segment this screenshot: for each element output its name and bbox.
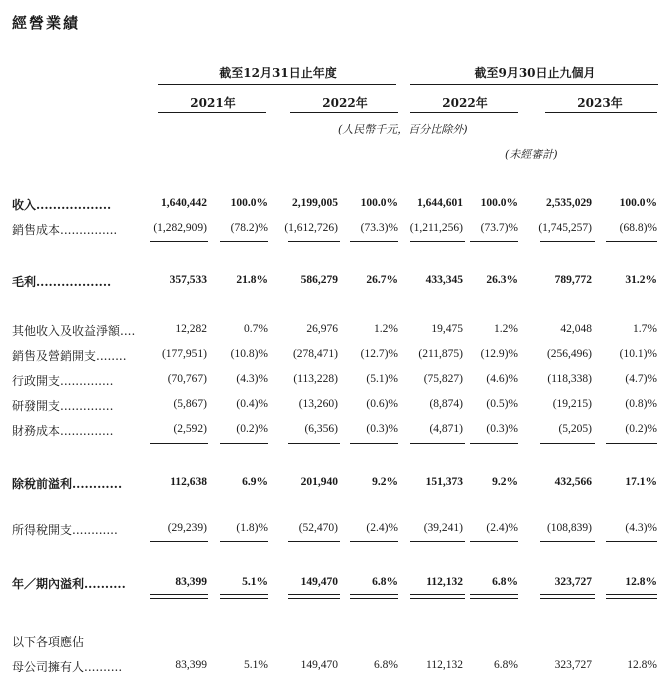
single-underline bbox=[606, 443, 657, 444]
row-label: 除稅前溢利............ bbox=[12, 477, 123, 491]
amount-cell: 112,132 bbox=[426, 576, 463, 588]
row-label: 毛利.................. bbox=[12, 275, 112, 289]
header-year-2023: 2023年 bbox=[577, 96, 623, 110]
amount-cell: (6,356) bbox=[304, 423, 338, 435]
single-underline bbox=[350, 541, 398, 542]
single-underline bbox=[410, 541, 465, 542]
header-year-2022: 2022年 bbox=[322, 96, 368, 110]
single-underline bbox=[410, 241, 465, 242]
double-underline bbox=[470, 594, 518, 599]
amount-cell: (5,205) bbox=[558, 423, 592, 435]
percent-cell: (4.7)% bbox=[625, 373, 657, 385]
percent-cell: 17.1% bbox=[625, 476, 657, 488]
header-year-2021: 2021年 bbox=[190, 96, 236, 110]
amount-cell: (52,470) bbox=[298, 522, 338, 534]
section-title: 經營業績 bbox=[12, 14, 81, 32]
amount-cell: 2,535,029 bbox=[546, 197, 592, 209]
amount-cell: 433,345 bbox=[425, 274, 463, 286]
amount-cell: 83,399 bbox=[175, 576, 207, 588]
percent-cell: (2.4)% bbox=[366, 522, 398, 534]
percent-cell: (78.2)% bbox=[230, 222, 268, 234]
percent-cell: (5.1)% bbox=[366, 373, 398, 385]
single-underline bbox=[540, 241, 595, 242]
percent-cell: 100.0% bbox=[360, 197, 398, 209]
percent-cell: 1.7% bbox=[633, 323, 657, 335]
header-underline-2 bbox=[410, 84, 658, 85]
amount-cell: (211,875) bbox=[418, 348, 463, 360]
row-label: 行政開支.............. bbox=[12, 374, 114, 388]
double-underline bbox=[220, 594, 268, 599]
percent-cell: 100.0% bbox=[480, 197, 518, 209]
amount-cell: (4,871) bbox=[429, 423, 463, 435]
single-underline bbox=[350, 443, 398, 444]
amount-cell: (29,239) bbox=[167, 522, 207, 534]
year-underline-2 bbox=[290, 112, 398, 113]
single-underline bbox=[470, 443, 518, 444]
percent-cell: (12.9)% bbox=[480, 348, 518, 360]
amount-cell: 83,399 bbox=[175, 659, 207, 671]
percent-cell: (4.3)% bbox=[625, 522, 657, 534]
amount-cell: 586,279 bbox=[300, 274, 338, 286]
amount-cell: 2,199,005 bbox=[292, 197, 338, 209]
percent-cell: (4.6)% bbox=[486, 373, 518, 385]
single-underline bbox=[288, 241, 340, 242]
percent-cell: (73.7)% bbox=[480, 222, 518, 234]
percent-cell: 0.7% bbox=[244, 323, 268, 335]
percent-cell: 26.3% bbox=[486, 274, 518, 286]
amount-cell: 1,644,601 bbox=[417, 197, 463, 209]
percent-cell: 31.2% bbox=[625, 274, 657, 286]
amount-cell: (13,260) bbox=[298, 398, 338, 410]
percent-cell: (4.3)% bbox=[236, 373, 268, 385]
currency-note: (人民幣千元，百分比除外) bbox=[338, 123, 468, 136]
header-underline-1 bbox=[158, 84, 396, 85]
amount-cell: 112,132 bbox=[426, 659, 463, 671]
percent-cell: 9.2% bbox=[372, 476, 398, 488]
single-underline bbox=[220, 241, 268, 242]
amount-cell: (5,867) bbox=[173, 398, 207, 410]
percent-cell: 6.8% bbox=[374, 659, 398, 671]
percent-cell: (2.4)% bbox=[486, 522, 518, 534]
row-label: 財務成本.............. bbox=[12, 424, 114, 438]
double-underline bbox=[410, 594, 465, 599]
row-label: 年／期內溢利.......... bbox=[12, 577, 126, 591]
percent-cell: (73.3)% bbox=[360, 222, 398, 234]
percent-cell: (0.8)% bbox=[625, 398, 657, 410]
row-label: 銷售及營銷開支........ bbox=[12, 349, 127, 363]
amount-cell: 149,470 bbox=[300, 576, 338, 588]
percent-cell: (10.1)% bbox=[619, 348, 657, 360]
year-underline-4 bbox=[545, 112, 657, 113]
percent-cell: (0.5)% bbox=[486, 398, 518, 410]
double-underline bbox=[288, 594, 340, 599]
double-underline bbox=[606, 594, 657, 599]
single-underline bbox=[606, 241, 657, 242]
amount-cell: 12,282 bbox=[175, 323, 207, 335]
double-underline bbox=[350, 594, 398, 599]
amount-cell: (1,745,257) bbox=[538, 222, 592, 234]
percent-cell: 6.8% bbox=[492, 576, 518, 588]
double-underline bbox=[540, 594, 595, 599]
single-underline bbox=[470, 541, 518, 542]
row-label: 其他收入及收益淨額.... bbox=[12, 324, 136, 338]
row-label: 研發開支.............. bbox=[12, 399, 114, 413]
percent-cell: 100.0% bbox=[230, 197, 268, 209]
percent-cell: 21.8% bbox=[236, 274, 268, 286]
row-label: 以下各項應佔 bbox=[12, 635, 85, 649]
single-underline bbox=[350, 241, 398, 242]
percent-cell: 5.1% bbox=[242, 576, 268, 588]
amount-cell: (39,241) bbox=[423, 522, 463, 534]
percent-cell: (10.8)% bbox=[230, 348, 268, 360]
amount-cell: (108,839) bbox=[546, 522, 592, 534]
percent-cell: 100.0% bbox=[619, 197, 657, 209]
percent-cell: 26.7% bbox=[366, 274, 398, 286]
single-underline bbox=[220, 541, 268, 542]
percent-cell: 12.8% bbox=[627, 659, 657, 671]
amount-cell: (2,592) bbox=[173, 423, 207, 435]
percent-cell: 6.8% bbox=[372, 576, 398, 588]
single-underline bbox=[288, 443, 340, 444]
amount-cell: 149,470 bbox=[300, 659, 338, 671]
header-group-nine-months: 截至9月30日止九個月 bbox=[474, 66, 596, 80]
amount-cell: 112,638 bbox=[170, 476, 207, 488]
amount-cell: 201,940 bbox=[300, 476, 338, 488]
amount-cell: (8,874) bbox=[429, 398, 463, 410]
unaudited-note: (未經審計) bbox=[505, 148, 558, 161]
amount-cell: 19,475 bbox=[431, 323, 463, 335]
year-underline-3 bbox=[410, 112, 518, 113]
amount-cell: (19,215) bbox=[552, 398, 592, 410]
percent-cell: (0.2)% bbox=[236, 423, 268, 435]
single-underline bbox=[606, 541, 657, 542]
percent-cell: (1.8)% bbox=[236, 522, 268, 534]
amount-cell: (70,767) bbox=[167, 373, 207, 385]
row-label: 母公司擁有人.......... bbox=[12, 660, 123, 674]
amount-cell: (1,282,909) bbox=[153, 222, 207, 234]
percent-cell: (12.7)% bbox=[360, 348, 398, 360]
single-underline bbox=[220, 443, 268, 444]
single-underline bbox=[150, 443, 208, 444]
percent-cell: 6.9% bbox=[242, 476, 268, 488]
amount-cell: 151,373 bbox=[425, 476, 463, 488]
single-underline bbox=[150, 241, 208, 242]
amount-cell: (113,228) bbox=[293, 373, 338, 385]
amount-cell: (278,471) bbox=[292, 348, 338, 360]
amount-cell: (1,211,256) bbox=[409, 222, 463, 234]
amount-cell: 357,533 bbox=[169, 274, 207, 286]
single-underline bbox=[540, 541, 595, 542]
amount-cell: 42,048 bbox=[560, 323, 592, 335]
single-underline bbox=[288, 541, 340, 542]
single-underline bbox=[410, 443, 465, 444]
amount-cell: 323,727 bbox=[554, 659, 592, 671]
header-year-2022-nine: 2022年 bbox=[442, 96, 488, 110]
amount-cell: (256,496) bbox=[546, 348, 592, 360]
amount-cell: 1,640,442 bbox=[161, 197, 207, 209]
percent-cell: 1.2% bbox=[494, 323, 518, 335]
row-label: 收入.................. bbox=[12, 198, 112, 212]
percent-cell: (0.6)% bbox=[366, 398, 398, 410]
percent-cell: (68.8)% bbox=[619, 222, 657, 234]
row-label: 所得稅開支............ bbox=[12, 523, 118, 537]
percent-cell: 9.2% bbox=[492, 476, 518, 488]
row-label: 銷售成本............... bbox=[12, 223, 118, 237]
percent-cell: 5.1% bbox=[244, 659, 268, 671]
year-underline-1 bbox=[158, 112, 266, 113]
percent-cell: 12.8% bbox=[625, 576, 657, 588]
percent-cell: 1.2% bbox=[374, 323, 398, 335]
amount-cell: (75,827) bbox=[423, 373, 463, 385]
amount-cell: 26,976 bbox=[306, 323, 338, 335]
percent-cell: (0.4)% bbox=[236, 398, 268, 410]
header-group-year: 截至12月31日止年度 bbox=[219, 66, 337, 80]
single-underline bbox=[540, 443, 595, 444]
percent-cell: 6.8% bbox=[494, 659, 518, 671]
percent-cell: (0.2)% bbox=[625, 423, 657, 435]
amount-cell: 789,772 bbox=[554, 274, 592, 286]
percent-cell: (0.3)% bbox=[366, 423, 398, 435]
double-underline bbox=[150, 594, 208, 599]
amount-cell: (177,951) bbox=[161, 348, 207, 360]
single-underline bbox=[150, 541, 208, 542]
percent-cell: (0.3)% bbox=[486, 423, 518, 435]
amount-cell: 323,727 bbox=[554, 576, 592, 588]
amount-cell: (118,338) bbox=[547, 373, 592, 385]
amount-cell: (1,612,726) bbox=[284, 222, 338, 234]
single-underline bbox=[470, 241, 518, 242]
amount-cell: 432,566 bbox=[554, 476, 592, 488]
